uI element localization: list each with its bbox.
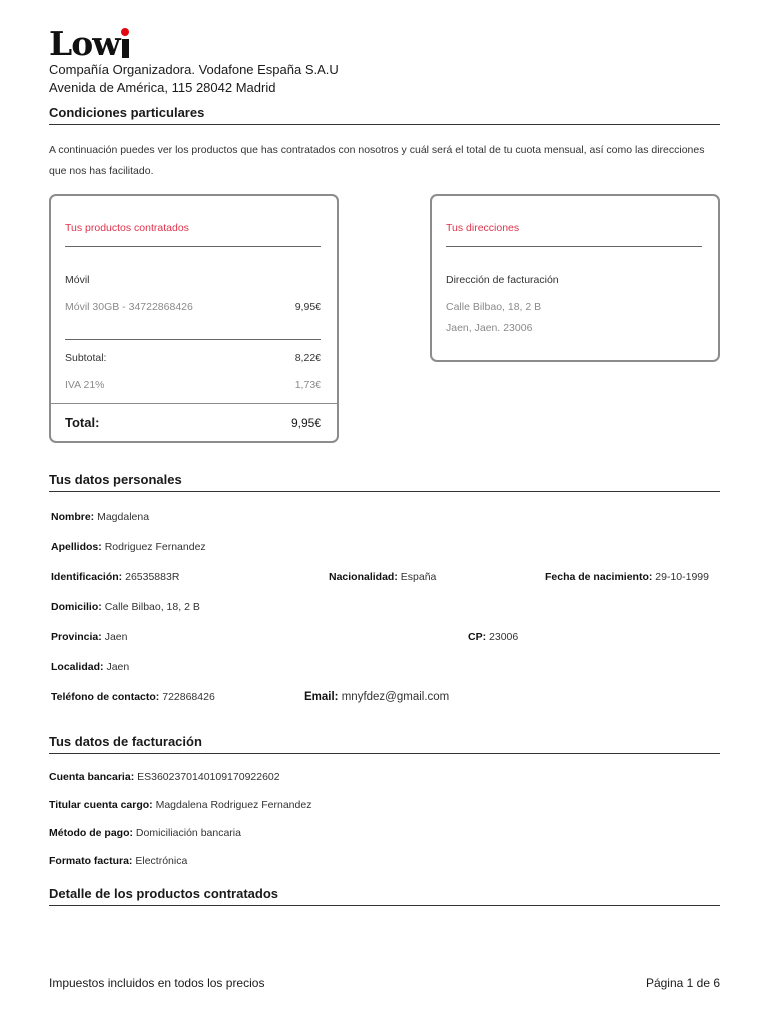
company-name: Compañía Organizadora. Vodafone España S.A.U <box>49 62 339 77</box>
field-value: ES3602370140109170922602 <box>137 771 280 783</box>
billing-address-label: Dirección de facturación <box>446 274 559 286</box>
divider <box>65 246 321 247</box>
section-title-detail: Detalle de los productos contratados <box>49 886 720 906</box>
field-value: Calle Bilbao, 18, 2 B <box>104 601 200 613</box>
field-label: Identificación: <box>51 571 123 583</box>
field-fecha-nacimiento <box>545 571 709 583</box>
field-label: Apellidos: <box>51 541 102 553</box>
address-line-2: Jaen, Jaen. 23006 <box>446 322 533 334</box>
field-value: Magdalena Rodriguez Fernandez <box>155 799 312 811</box>
field-nacionalidad <box>329 571 436 583</box>
field-label: Nacionalidad: <box>329 571 398 583</box>
company-address: Avenida de América, 115 28042 Madrid <box>49 80 276 95</box>
field-label: CP: <box>468 631 487 643</box>
products-card-heading: Tus productos contratados <box>65 222 189 234</box>
field-label: Teléfono de contacto: <box>51 691 160 703</box>
vat-label: IVA 21% <box>65 379 105 391</box>
addresses-card-heading: Tus direcciones <box>446 222 520 234</box>
divider <box>65 339 321 340</box>
field-label: Método de pago: <box>49 827 133 839</box>
field-value: Domiciliación bancaria <box>135 827 241 839</box>
total-label: Total: <box>65 415 100 430</box>
total-value: 9,95€ <box>290 416 321 430</box>
product-price: 9,95€ <box>294 301 321 313</box>
field-cuenta-bancaria <box>49 771 280 783</box>
field-provincia <box>51 631 127 643</box>
products-card <box>49 194 339 443</box>
field-label: Email: <box>304 691 339 703</box>
logo-text: Low <box>49 24 120 63</box>
logo-letter-i <box>120 27 132 61</box>
address-line-1: Calle Bilbao, 18, 2 B <box>446 301 542 313</box>
field-cp <box>468 631 518 643</box>
field-apellidos <box>51 541 206 553</box>
field-value: Magdalena <box>97 511 150 523</box>
field-value: Jaen <box>106 661 130 673</box>
field-identificacion <box>51 571 179 583</box>
field-value: 26535883R <box>125 571 180 583</box>
product-name: Móvil 30GB - 34722868426 <box>65 301 193 313</box>
section-title-personal: Tus datos personales <box>49 472 720 492</box>
field-label: Provincia: <box>51 631 102 643</box>
field-value: Jaen <box>104 631 128 643</box>
field-value: España <box>400 571 437 583</box>
footer-taxes-note: Impuestos incluidos en todos los precios <box>49 976 265 990</box>
field-titular <box>49 799 311 811</box>
subtotal-label: Subtotal: <box>65 352 107 364</box>
lowi-logo <box>49 24 131 63</box>
field-nombre <box>51 511 149 523</box>
field-value: Rodriguez Fernandez <box>104 541 206 553</box>
field-formato-factura <box>49 855 187 867</box>
field-label: Fecha de nacimiento: <box>545 571 653 583</box>
field-label: Domicilio: <box>51 601 102 613</box>
field-label: Cuenta bancaria: <box>49 771 135 783</box>
section-title-conditions: Condiciones particulares <box>49 105 720 125</box>
field-value: 29-10-1999 <box>655 571 709 583</box>
intro-paragraph: A continuación puedes ver los productos que has contratados con nosotros y cuál será el total de tu cuota mensual, así como las direcciones que nos has facilitado. <box>49 144 705 177</box>
field-label: Titular cuenta cargo: <box>49 799 153 811</box>
field-value: 23006 <box>489 631 519 643</box>
subtotal-value: 8,22€ <box>294 352 321 364</box>
addresses-card <box>430 194 720 362</box>
page-number: Página 1 de 6 <box>645 976 720 990</box>
field-email <box>304 691 449 703</box>
divider <box>446 246 702 247</box>
product-category: Móvil <box>65 274 90 286</box>
vat-value: 1,73€ <box>294 379 321 391</box>
field-domicilio <box>51 601 200 613</box>
field-localidad <box>51 661 129 673</box>
field-telefono <box>51 691 215 703</box>
section-title-billing: Tus datos de facturación <box>49 734 720 754</box>
field-value: Electrónica <box>135 855 188 867</box>
field-value: 722868426 <box>162 691 215 703</box>
field-label: Nombre: <box>51 511 95 523</box>
field-value: mnyfdez@gmail.com <box>341 691 450 703</box>
field-metodo-pago <box>49 827 241 839</box>
field-label: Localidad: <box>51 661 104 673</box>
field-label: Formato factura: <box>49 855 133 867</box>
divider <box>51 403 337 404</box>
